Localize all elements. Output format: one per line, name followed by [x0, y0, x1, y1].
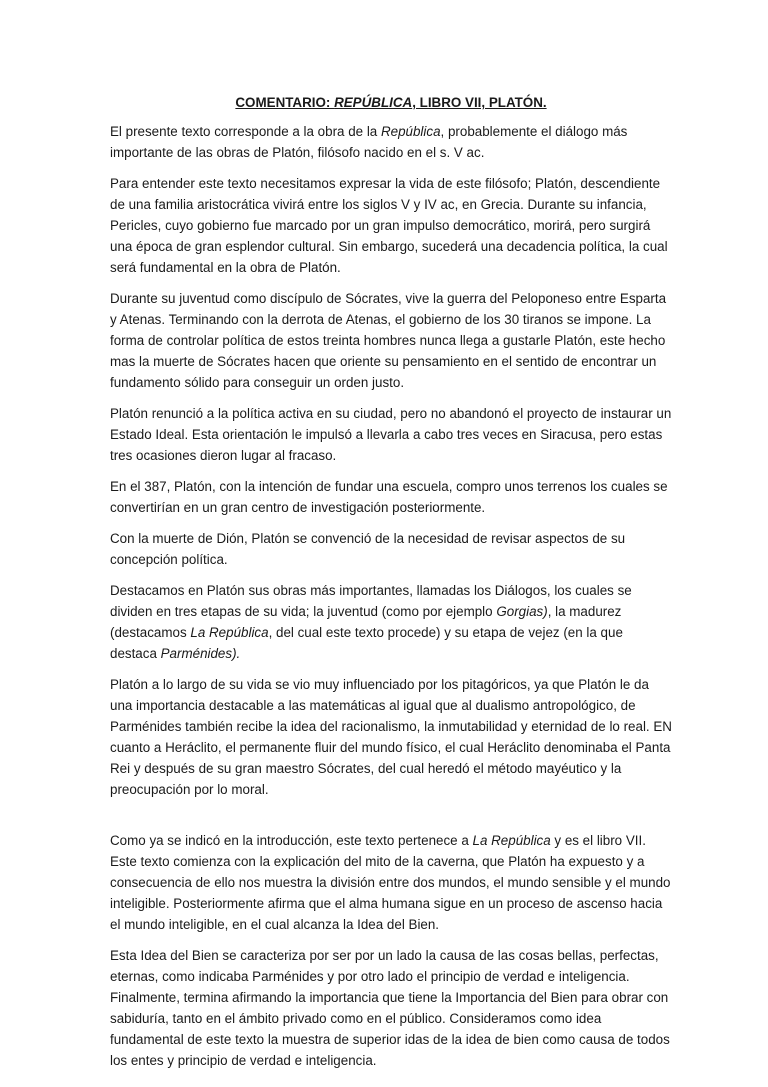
- text-run: El presente texto corresponde a la obra de la: [110, 124, 381, 139]
- title-prefix: COMENTARIO:: [235, 95, 335, 110]
- paragraph-politics: Platón renunció a la política activa en su ciudad, pero no abandonó el proyecto de instaurar un Estado Ideal. Esta orientación le impulsó a llevarla a cabo tres veces en Siracusa, pero estas tres ocasiones dieron lugar al fracaso.: [110, 406, 672, 463]
- paragraph-intro: [110, 121, 672, 163]
- italic-run: República: [380, 124, 441, 139]
- paragraph-dion: Con la muerte de Dión, Platón se convenció de la necesidad de revisar aspectos de su concepción política.: [110, 531, 626, 567]
- paragraph-conclusion: Esta Idea del Bien se caracteriza por ser por un lado la causa de las cosas bellas, perfectas, eternas, como indicaba Parménides y por otro lado el principio de verdad e inteligencia. Finalmente, termina afirmando la importancia que tiene la Importancia del Bien para obrar con sabiduría, tanto en el ámbito privado como en el público. Consideramos como idea fundamental de este texto la muestra de superior idas de la idea de bien como causa de todos los entes y principio de verdad e inteligencia.: [110, 948, 670, 1068]
- title-work: REPÚBLICA: [334, 95, 413, 110]
- paragraph-biography: Para entender este texto necesitamos expresar la vida de este filósofo; Platón, descendiente de una familia aristocrática vivirá entre los siglos V y IV ac, en Grecia. Durante su infancia, Pericles, cuyo gobierno fue marcado por un gran impulso democrático, morirá, pero surgirá una época de gran esplendor cultural. Sin embargo, sucederá una decadencia política, la cual será fundamental en la obra de Platón.: [110, 176, 668, 275]
- title-suffix: , LIBRO VII, PLATÓN.: [412, 95, 547, 110]
- paragraph-analysis: [110, 830, 672, 935]
- paragraph-influences: Platón a lo largo de su vida se vio muy influenciado por los pitagóricos, ya que Platón le da una importancia destacable a las matemáticas al igual que al dualismo antropológico, de Parménides también recibe la idea del racionalismo, la inmutabilidad y eternidad de lo real. EN cuanto a Heráclito, el permanente fluir del mundo físico, el cual Heráclito denominaba el Panta Rei y después de su gran maestro Sócrates, del cual heredó el método mayéutico y la preocupación por lo moral.: [110, 677, 672, 797]
- paragraph-spacer: [110, 810, 672, 830]
- text-run: Como ya se indicó en la introducción, este texto pertenece a: [110, 833, 473, 848]
- italic-run: Gorgias): [496, 604, 548, 619]
- paragraph-dialogues: [110, 580, 672, 664]
- text-run: Destacamos en Platón sus obras más importantes, llamadas los Diálogos, los cuales se dividen en tres etapas de su vida; la juventud (como por ejemplo: [110, 583, 632, 619]
- text-run: , probablemente el diálogo más importante de las obras de Platón, filósofo nacido en el s. V ac.: [110, 124, 628, 160]
- italic-run: Parménides).: [160, 646, 241, 661]
- paragraph-youth: Durante su juventud como discípulo de Sócrates, vive la guerra del Peloponeso entre Esparta y Atenas. Terminando con la derrota de Atenas, el gobierno de los 30 tiranos se impone. La forma de controlar política de estos treinta hombres nunca llega a gustarle Platón, este hecho mas la muerte de Sócrates hacen que oriente su pensamiento en el sentido de encontrar un fundamento sólido para conseguir un orden justo.: [110, 291, 667, 390]
- document-title: [110, 92, 672, 113]
- italic-run: La República: [472, 833, 551, 848]
- text-run: , la madurez (destacamos: [110, 604, 622, 640]
- paragraph-academy: En el 387, Platón, con la intención de fundar una escuela, compro unos terrenos los cuales se convertirían en un gran centro de investigación posteriormente.: [110, 479, 668, 515]
- text-run: y es el libro VII. Este texto comienza con la explicación del mito de la caverna, que Platón ha expuesto y a consecuencia de ello nos muestra la división entre dos mundos, el mundo sensible y el mundo inteligible. Posteriormente afirma que el alma humana sigue en un proceso de ascenso hacia el mundo inteligible, en el cual alcanza la Idea del Bien.: [110, 833, 671, 932]
- text-run: , del cual este texto procede) y su etapa de vejez (en la que destaca: [110, 625, 623, 661]
- italic-run: La República: [190, 625, 269, 640]
